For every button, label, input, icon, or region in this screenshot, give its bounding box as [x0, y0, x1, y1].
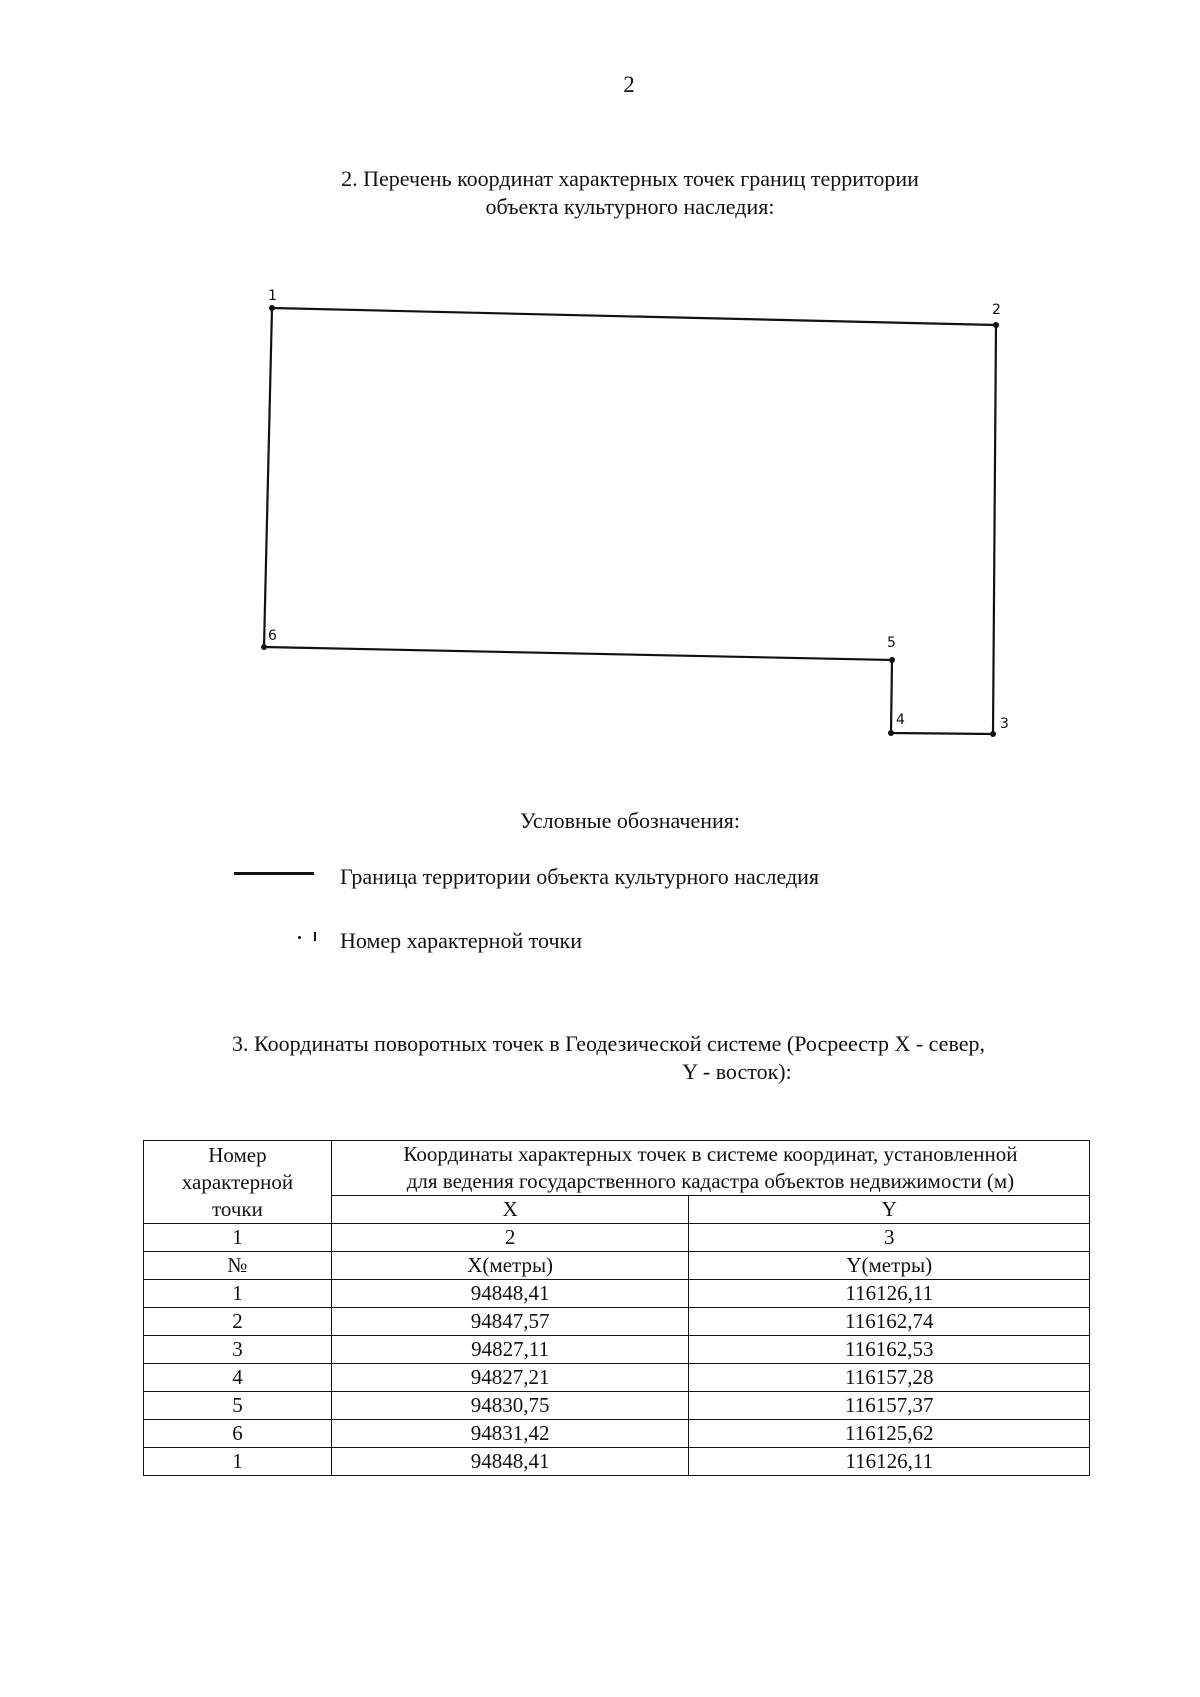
legend-point-sample — [298, 930, 320, 944]
legend-boundary-label: Граница территории объекта культурного наследия — [340, 864, 820, 889]
coordinates-group-header-line-2: для ведения государственного кадастра объектов недвижимости (м) — [406, 1169, 1015, 1193]
row-x-value: 94830,75 — [331, 1392, 689, 1420]
point-marker-1 — [269, 305, 275, 311]
point-marker-2 — [993, 322, 999, 328]
row-point-number: 1 — [144, 1448, 332, 1476]
boundary-polygon — [264, 308, 996, 734]
column-number-2: 2 — [331, 1224, 689, 1252]
point-label-3: 3 — [1000, 716, 1009, 732]
row-y-value: 116126,11 — [689, 1448, 1090, 1476]
table-row — [144, 1336, 1090, 1364]
coordinates-group-header-line-1: Координаты характерных точек в системе координат, установленной — [403, 1142, 1018, 1166]
boundary-scheme — [0, 0, 1200, 800]
row-point-number: 4 — [144, 1364, 332, 1392]
table-row — [144, 1448, 1090, 1476]
point-label-6: 6 — [268, 628, 277, 644]
row-point-number: 6 — [144, 1420, 332, 1448]
row-y-value: 116162,53 — [689, 1336, 1090, 1364]
row-x-value: 94848,41 — [331, 1448, 689, 1476]
legend-point-dot — [298, 936, 301, 939]
table-header-row — [144, 1141, 1090, 1196]
row-x-value: 94827,11 — [331, 1336, 689, 1364]
legend-title: Условные обозначения: — [519, 808, 741, 833]
legend-point-tick — [314, 932, 316, 941]
section-3-heading-line-2: Y - восток): — [682, 1059, 792, 1084]
section-3-heading — [232, 1030, 1102, 1086]
row-point-number: 5 — [144, 1392, 332, 1420]
legend-point-label: Номер характерной точки — [340, 928, 582, 953]
row-point-number: 1 — [144, 1280, 332, 1308]
row-x-value: 94827,21 — [331, 1364, 689, 1392]
row-point-number: 2 — [144, 1308, 332, 1336]
column-number-1: 1 — [144, 1224, 332, 1252]
column-number-3: 3 — [689, 1224, 1090, 1252]
point-number-header-line-3: точки — [212, 1196, 263, 1221]
row-y-value: 116162,74 — [689, 1308, 1090, 1336]
point-number-header-line-2: характерной — [181, 1169, 294, 1194]
y-subheader: Y — [689, 1196, 1090, 1224]
row-x-value: 94831,42 — [331, 1420, 689, 1448]
page-number: 2 — [623, 72, 635, 97]
coordinates-table — [143, 1140, 1090, 1476]
legend-boundary-line-sample — [234, 872, 314, 875]
x-subheader: X — [331, 1196, 689, 1224]
point-number-header — [144, 1141, 332, 1224]
point-marker-3 — [990, 731, 996, 737]
unit-x: X(метры) — [331, 1252, 689, 1280]
row-y-value: 116157,28 — [689, 1364, 1090, 1392]
table-row — [144, 1420, 1090, 1448]
point-marker-6 — [261, 644, 267, 650]
point-label-4: 4 — [896, 712, 905, 728]
point-marker-4 — [888, 730, 894, 736]
point-number-header-line-1: Номер — [208, 1142, 267, 1167]
row-y-value: 116157,37 — [689, 1392, 1090, 1420]
row-point-number: 3 — [144, 1336, 332, 1364]
row-y-value: 116126,11 — [689, 1280, 1090, 1308]
table-row — [144, 1308, 1090, 1336]
section-2-heading-line-1: 2. Перечень координат характерных точек границ территории — [341, 166, 919, 191]
point-label-2: 2 — [992, 302, 1001, 318]
unit-row — [144, 1252, 1090, 1280]
point-marker-5 — [889, 657, 895, 663]
table-row — [144, 1364, 1090, 1392]
row-x-value: 94848,41 — [331, 1280, 689, 1308]
table-row — [144, 1392, 1090, 1420]
section-3-heading-line-1: 3. Координаты поворотных точек в Геодезической системе (Росреестр X - север, — [232, 1031, 985, 1056]
table-row — [144, 1280, 1090, 1308]
coordinates-group-header — [331, 1141, 1089, 1196]
point-label-1: 1 — [268, 288, 277, 304]
column-number-row — [144, 1224, 1090, 1252]
unit-y: Y(метры) — [689, 1252, 1090, 1280]
unit-number: № — [144, 1252, 332, 1280]
section-2-heading-line-2: объекта культурного наследия: — [485, 194, 775, 219]
row-x-value: 94847,57 — [331, 1308, 689, 1336]
row-y-value: 116125,62 — [689, 1420, 1090, 1448]
point-label-5: 5 — [887, 635, 896, 651]
